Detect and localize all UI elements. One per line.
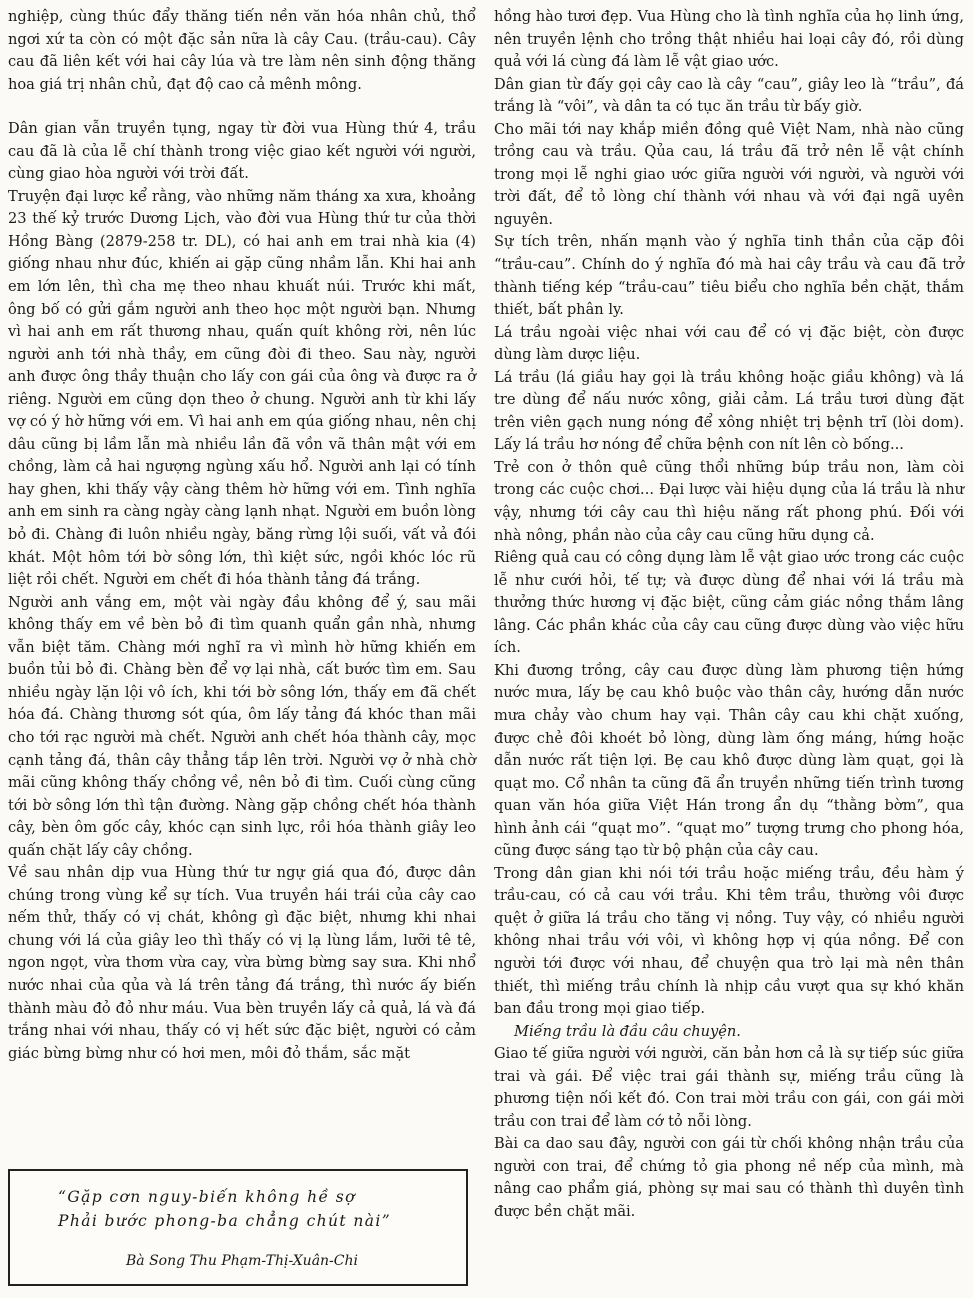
left-paragraph-1: nghiệp, cùng thúc đẩy thăng tiến nền văn hóa nhân chủ, thổ ngơi xứ ta còn có một đặc sản nữa là cây Cau. (trầu-cau). Cây cau đã liên kết với hai cây lúa và tre làm nên sinh động thăng hoa giá trị nhân chủ, đạt độ cao cả mênh mông.: [8, 8, 476, 93]
left-paragraph-4: Người anh vắng em, một vài ngày đầu không để ý, sau mãi không thấy em về bèn bỏ đi tìm quanh quẩn gần nhà, nhưng vẫn biệt tăm. Chàng mới nghĩ ra vì mình hờ hững khiến em buồn tủi bỏ đi. Chàng bèn để vợ lại nhà, cất bước tìm em. Sau nhiều ngày lặn lội vô ích, khi tới bờ sông lớn, thấy em đã chết hóa đá. Chàng thương sót qúa, ôm lấy tảng đá khóc than mãi cho tới rạc người mà chết. Người anh chết hóa thành cây, mọc cạnh tảng đá, thân cây thẳng tắp lên trời. Người vợ ở nhà chờ mãi cũng không thấy chồng về, nên bỏ đi tìm. Cuối cùng cũng tới bờ sông lớn thì tận đường. Nàng gặp chồng chết hóa thành cây, bèn ôm gốc cây, khóc cạn sinh lực, rồi hóa thành giây leo quấn chặt lấy cây chồng.: [8, 593, 476, 859]
left-paragraph-2: Dân gian vẫn truyền tụng, ngay từ đời vua Hùng thứ 4, trầu cau đã là của lễ chí thành trong việc giao kết người với người, cùng giao hòa người với trời đất.: [8, 120, 476, 183]
quote-author: Bà Song Thu Phạm-Thị-Xuân-Chi: [126, 1253, 358, 1269]
right-paragraph-7: Trẻ con ở thôn quê cũng thổi những búp trầu non, làm còi trong các cuộc chơi... Đại lược vài hiệu dụng của lá trầu là như vậy, nhưng tới cây cau thì hiệu năng rất phong phú. Đối với nhà nông, phần nào của cây cau cũng hữu dụng cả.: [494, 458, 964, 544]
right-paragraph-1: hồng hào tươi đẹp. Vua Hùng cho là tình nghĩa của họ linh ứng, nên truyền lệnh cho trồng thật nhiều hai loại cây đó, rồi dùng quả với lá cùng đá làm lễ vật giao ước.: [494, 8, 964, 71]
left-paragraph-3: Truyện đại lược kể rằng, vào những năm tháng xa xưa, khoảng 23 thế kỷ trước Dương Lịch, vào đời vua Hùng thứ tư của thời Hồng Bàng (2879-258 tr. DL), có hai anh em trai nhà kia (4) giống nhau như đúc, khiến ai gặp cũng nhầm lẫn. Khi hai anh em lớn lên, thì cha mẹ theo nhau khuất núi. Trước khi mất, ông bố có gửi gắm người anh theo học một người bạn. Nhưng vì hai anh em rất thương nhau, quấn quít không rời, nên lúc người anh tới nhà thầy, em cũng đòi đi theo. Sau này, người anh được ông thầy thuận cho lấy con gái của ông và được ra ở riêng. Người em cũng dọn theo ở chung. Người anh từ khi lấy vợ có ý hờ hững với em. Vì hai anh em qúa giống nhau, nên chị dâu cũng bị lầm lẫn mà nhiều lần đã vồn vã thân mật với em chồng, làm cả hai ngượng ngùng xấu hổ. Người anh lại có tính hay ghen, khi thấy vậy càng thêm hờ hững với em. Tình nghĩa anh em sinh ra càng ngày càng lạnh nhạt. Người em buồn lòng bỏ đi. Chàng đi luôn nhiều ngày, băng rừng lội suối, vất vả đói khát. Một hôm tới bờ sông lớn, thì kiệt sức, ngồi khóc lóc rũ liệt rồi chết. Người em chết đi hóa thành tảng đá trắng.: [8, 187, 476, 589]
right-paragraph-6: Lá trầu (lá giầu hay gọi là trầu không hoặc giầu không) và lá tre dùng để nấu nước xông, giải cảm. Lá trầu tươi dùng đặt trên viên gạch nung nóng để xông nhiệt trị bệnh trĩ (lòi dom). Lấy lá trầu hơ nóng để chữa bệnh con nít lên cò bống...: [494, 368, 964, 454]
left-paragraph-5: Về sau nhân dịp vua Hùng thứ tư ngự giá qua đó, được dân chúng trong vùng kể sự tích. Vua truyền hái trái của cây cao nếm thử, thấy có vị chát, không gì đặc biệt, nhưng khi nhai chung với lá của giây leo thì thấy có vị lạ lùng lắm, lưỡi tê tê, ngon ngọt, vừa thơm vừa cay, vừa bừng bừng say sưa. Khi nhổ nước nhai của qủa và lá trên tảng đá trắng, thì nước ấy biến thành màu đỏ đỏ như máu. Vua bèn truyền lấy cả quả, lá và đá trắng nhai với nhau, thấy có vị hết sức đặc biệt, người có cảm giác bừng bừng như có hơi men, môi đỏ thắm, sắc mặt: [8, 864, 476, 1062]
quote-box: [8, 1169, 468, 1286]
right-paragraph-5: Lá trầu ngoài việc nhai với cau để có vị đặc biệt, còn được dùng làm dược liệu.: [494, 323, 964, 364]
left-column: [8, 6, 476, 1065]
right-paragraph-11: Giao tế giữa người với người, căn bản hơn cả là sự tiếp súc giữa trai và gái. Để việc trai gái thành sự, miếng trầu cũng là phương tiện nối kết đó. Con trai mời trầu con gái, con gái mời trầu con trai để làm cớ tỏ nỗi lòng.: [494, 1045, 964, 1130]
right-column: [494, 6, 964, 1224]
right-paragraph-9: Khi đương trồng, cây cau được dùng làm phương tiện hứng nước mưa, lấy bẹ cau khô buộc vào thân cây, hướng dẫn nước mưa chảy vào chum hay vại. Thân cây cau khi chặt xuống, được chẻ đôi khoét bỏ lòng, dùng làm ống máng, hứng hoặc dẫn nước rất tiện lợi. Bẹ cau khô được dùng làm quạt, gọi là quạt mo. Cổ nhân ta cũng đã ẩn truyền những tiến trình tương quan văn hóa giữa Việt Hán trong ẩn dụ “thằng bờm”, qua hình ảnh cái “quạt mo”. “quạt mo” tượng trưng cho phong hóa, cũng được sáng tạo từ bộ phận của cây cau.: [494, 661, 964, 860]
right-paragraph-10: Trong dân gian khi nói tới trầu hoặc miếng trầu, đều hàm ý trầu-cau, có cả cau với trầu. Khi têm trầu, thường vôi được quệt ở giữa lá trầu cho tăng vị nồng. Tuy vậy, có nhiều người không nhai trầu với vôi, vì không hợp vị qúa nồng. Để con người tới được với nhau, để chuyện qua trò lại mà nên thân thiết, thì miếng trầu chính là nhịp cầu vượt qua sự khó khăn ban đầu trong mọi giao tiếp.: [494, 864, 964, 1018]
right-paragraph-4: Sự tích trên, nhấn mạnh vào ý nghĩa tinh thần của cặp đôi “trầu-cau”. Chính do ý nghĩa đó mà hai cây trầu và cau đã trở thành tiếng kép “trầu-cau” tiêu biểu cho nghĩa bền chặt, thắm thiết, bất phân ly.: [494, 233, 964, 319]
right-paragraph-8: Riêng quả cau có công dụng làm lễ vật giao ước trong các cuộc lễ như cưới hỏi, tế tự; và được dùng để nhai với lá trầu mà thưởng thức hương vị đặc biệt, cũng cảm giác nồng thắm lâng lâng. Các phần khác của cây cau cũng được dùng vào việc hữu ích.: [494, 549, 964, 657]
proverb-line: Miếng trầu là đầu câu chuyện.: [514, 1022, 741, 1040]
quote-line-1: “Gặp cơn nguy-biến không hề sợ: [58, 1188, 356, 1206]
right-paragraph-12: Bài ca dao sau đây, người con gái từ chối không nhận trầu của người con trai, để chứng tỏ gia phong nề nếp của mình, mà nâng cao phẩm giá, phòng sự mai sau có thành thì duyên tình được bền chặt mãi.: [494, 1135, 964, 1220]
right-paragraph-3: Cho mãi tới nay khắp miền đồng quê Việt Nam, nhà nào cũng trồng cau và trầu. Qủa cau, lá trầu đã trở nên lễ vật chính trong mọi lễ nghi giao ước giữa người với người, và người với trời đất, để tỏ lòng chí thành với nhau và với đại ngã uyên nguyên.: [494, 120, 964, 228]
right-paragraph-2: Dân gian từ đấy gọi cây cao là cây “cau”, giây leo là “trầu”, đá trắng là “vôi”, và dân ta có tục ăn trầu từ bấy giờ.: [494, 75, 964, 116]
quote-line-2: Phải bước phong-ba chẳng chút nài”: [58, 1212, 392, 1230]
